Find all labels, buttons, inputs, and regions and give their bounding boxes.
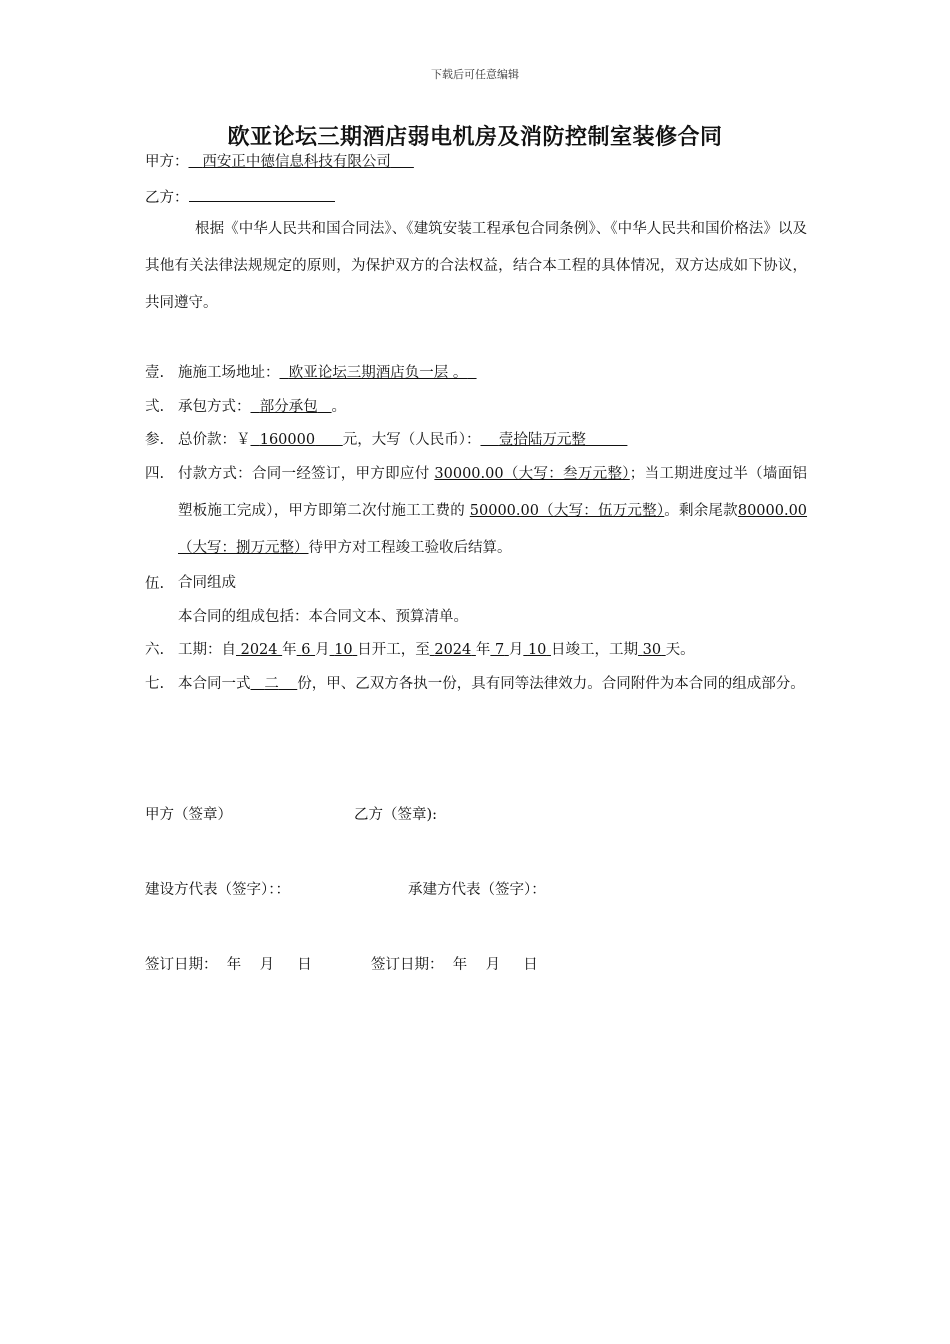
duration-days: 30 — [642, 642, 662, 658]
sign-date-a: 签订日期： 年 月 日 — [145, 957, 312, 973]
item-site — [145, 355, 807, 392]
composition-text: 本合同的组成包括：本合同文本、预算清单。 — [178, 609, 468, 625]
contractor-rep-label: 承建方代表（签字）： — [408, 882, 546, 898]
item-number: 七. — [145, 676, 165, 692]
item-copies: 七. 本合同一式 二 份，甲、乙双方各执一份，具有同等法律效力。合同附件为本合同的组成部分。 — [145, 666, 807, 703]
item-number: 壹. — [145, 365, 165, 381]
item-price — [145, 422, 807, 459]
payment-final: 80000.00（大写：捌万元整） — [178, 503, 808, 556]
contract-mode-label: 承包方式： — [178, 399, 251, 415]
price-mid-text: 元，大写（人民币）： — [342, 432, 481, 448]
party-b-line — [145, 187, 335, 208]
contract-title: 欧亚论坛三期酒店弱电机房及消防控制室装修合同 — [227, 124, 723, 150]
payment-first: 30000.00（大写：叁万元整） — [434, 466, 630, 482]
item-payment — [145, 456, 807, 567]
item-number: 弍. — [145, 399, 165, 415]
party-a-line — [145, 152, 414, 172]
item-composition — [145, 566, 807, 634]
party-b-blank — [189, 187, 335, 202]
party-a-seal-label: 甲方（签章） — [145, 807, 232, 823]
site-value: 欧亚论坛三期酒店负一层 。 — [288, 365, 468, 381]
start-year: 2024 — [240, 642, 278, 658]
item-contract-mode: 弍. 承包方式： 部分承包 。 — [145, 389, 807, 426]
item-number: 六. — [145, 642, 165, 658]
payment-text-1: 付款方式：合同一经签订，甲方即应付 — [178, 466, 430, 482]
builder-rep-label: 建设方代表（签字）：： — [145, 882, 290, 898]
contract-mode-value: 部分承包 — [259, 399, 318, 415]
price-amount-words: 壹拾陆万元整 — [498, 432, 586, 448]
sign-date-b: 签订日期： 年 月 日 — [371, 957, 538, 973]
site-label: 施施工场地址： — [178, 365, 280, 381]
price-label: 总价款：￥ — [178, 432, 251, 448]
payment-text-2: ；当工期进度过半（墙面铝塑板施工完成），甲方即第二次付施工工费的 — [178, 466, 808, 519]
party-b-label: 乙方： — [145, 190, 189, 206]
end-day: 10 — [527, 642, 547, 658]
preamble-paragraph: 根据《中华人民共和国合同法》、《建筑安装工程承包合同条例》、《中华人民共和国价格法》以及其他有关法律法规规定的原则，为保护双方的合法权益，结合本工程的具体情况，双方达成如下协议，共同遵守。 — [145, 221, 807, 311]
item-number: 参. — [145, 432, 165, 448]
download-note: 下载后可任意编辑 — [431, 68, 519, 81]
item-number: 四. — [145, 466, 165, 482]
start-month: 6 — [301, 642, 311, 658]
payment-text-4: 待甲方对工程竣工验收后结算。 — [308, 540, 512, 556]
end-year: 2024 — [434, 642, 472, 658]
end-month: 7 — [494, 642, 505, 658]
party-a-label: 甲方： — [145, 154, 189, 170]
item-number: 伍. — [145, 576, 165, 592]
composition-label: 合同组成 — [178, 575, 236, 591]
item-period: 六. 工期：自 2024 年 6 月 10 日开工，至 2024 年 7 月 10 日竣工，工期 30 天。 — [145, 632, 807, 669]
party-a-value: 西安正中德信息科技有限公司 — [202, 154, 391, 170]
payment-second: 50000.00（大写：伍万元整） — [469, 503, 665, 519]
start-day: 10 — [334, 642, 353, 658]
price-amount: 160000 — [259, 432, 316, 448]
party-b-seal-label: 乙方（签章): — [354, 807, 438, 823]
copies-count: 二 — [264, 676, 279, 692]
payment-text-3: 。剩余尾款 — [664, 503, 738, 519]
